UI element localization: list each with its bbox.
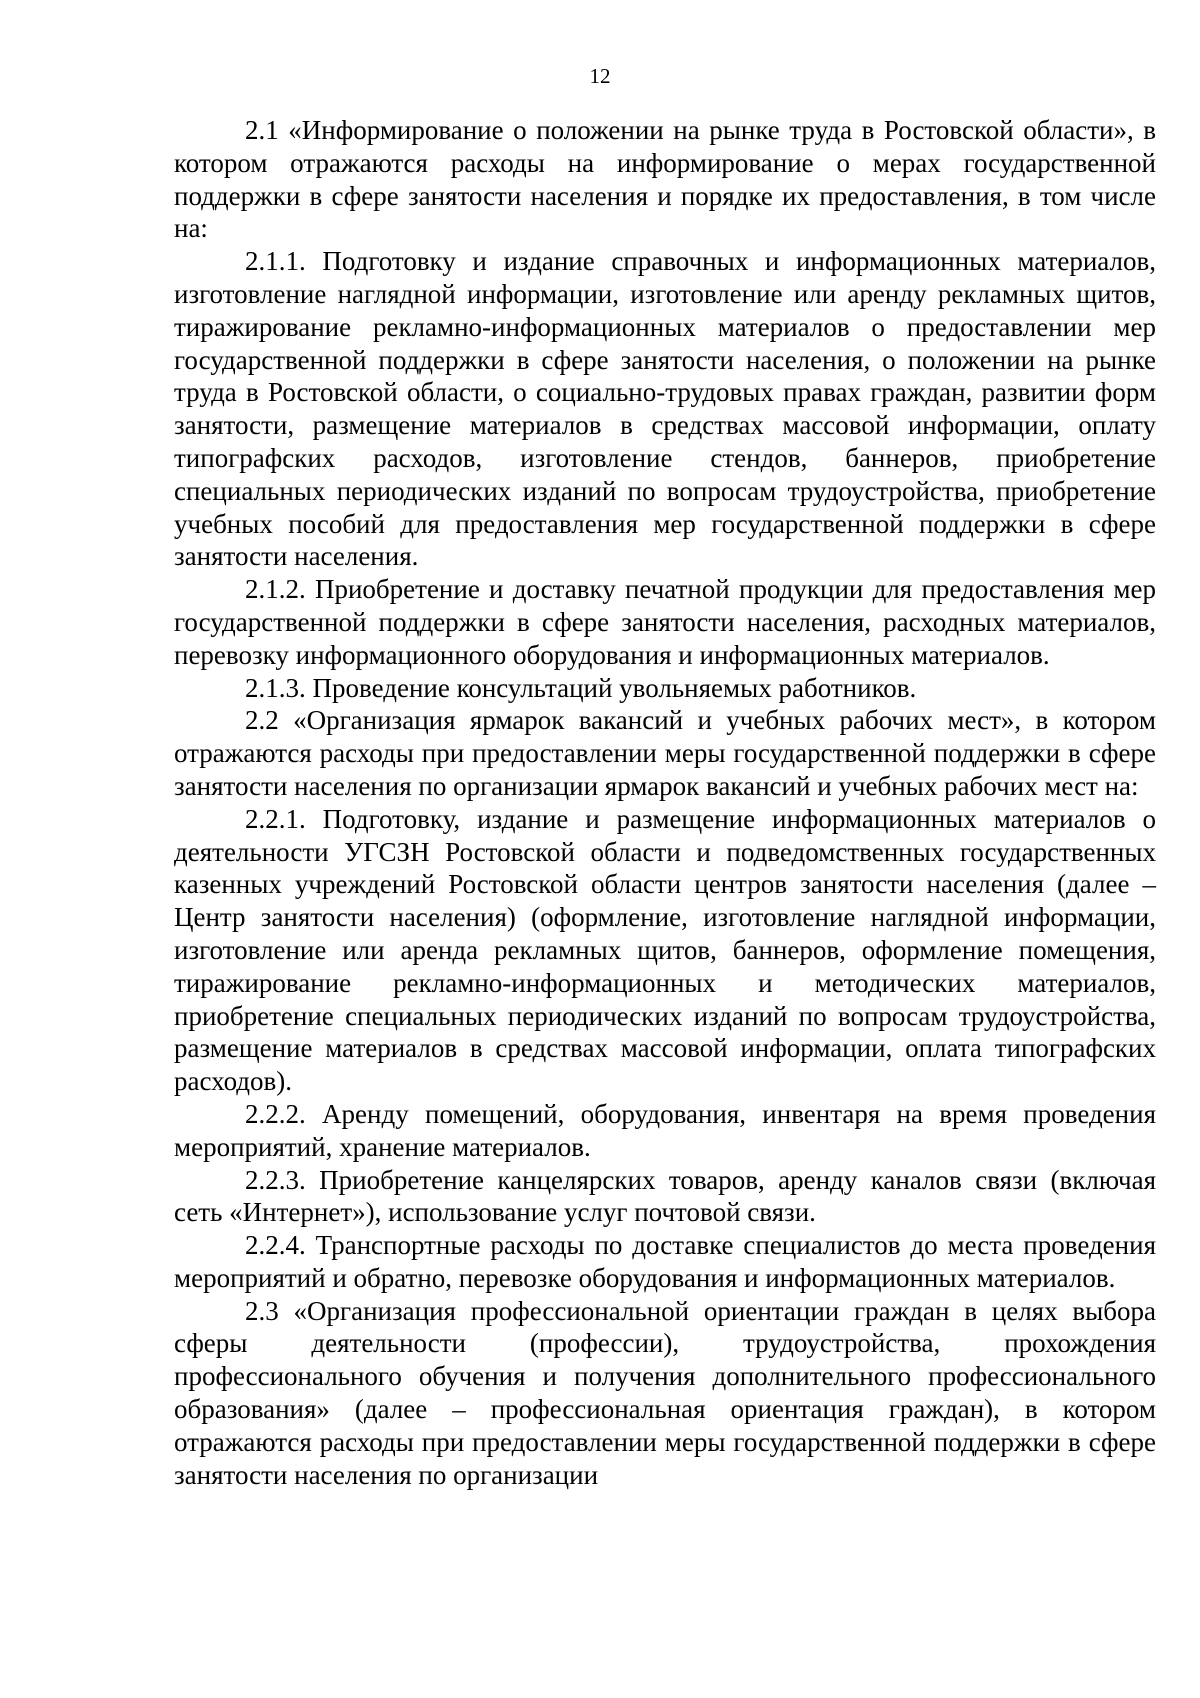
paragraph-2-3: 2.3 «Организация профессиональной ориентации граждан в целях выбора сферы деятельности (профессии), трудоустройства, прохождения профессионального обучения и получения дополнительного профессионального образования» (далее – профессиональная ориентация граждан), в котором отражаются расходы при предоставлении меры государственной поддержки в сфере занятости населения по организации: [174, 1295, 1156, 1490]
paragraph-2-1-2: 2.1.2. Приобретение и доставку печатной продукции для предоставления мер государственной поддержки в сфере занятости населения, расходных материалов, перевозку информационного оборудования и информационных материалов.: [174, 574, 1156, 670]
paragraph-2-2-1: 2.2.1. Подготовку, издание и размещение информационных материалов о деятельности УГСЗН Ростовской области и подведомственных государственных казенных учреждений Ростовской области центров занятости населения (далее – Центр занятости населения) (оформление, изготовление наглядной информации, изготовление или аренда рекламных щитов, баннеров, оформление помещения, тиражирование рекламно-информационных и методических материалов, приобретение специальных периодических изданий по вопросам трудоустройства, размещение материалов в средствах массовой информации, оплата типографских расходов).: [174, 803, 1156, 1097]
paragraph-2-2: 2.2 «Организация ярмарок вакансий и учебных рабочих мест», в котором отражаются расходы при предоставлении меры государственной поддержки в сфере занятости населения по организации ярмарок вакансий и учебных рабочих мест на:: [174, 705, 1156, 801]
paragraph-2-2-3: 2.2.3. Приобретение канцелярских товаров, аренду каналов связи (включая сеть «Интернет»), использование услуг почтовой связи.: [174, 1164, 1156, 1228]
paragraph-2-1-1: 2.1.1. Подготовку и издание справочных и информационных материалов, изготовление наглядной информации, изготовление или аренду рекламных щитов, тиражирование рекламно-информационных материалов о предоставлении мер государственной поддержки в сфере занятости населения, о положении на рынке труда в Ростовской области, о социально-трудовых правах граждан, развитии форм занятости, размещение материалов в средствах массовой информации, оплату типографских расходов, изготовление стендов, баннеров, приобретение специальных периодических изданий по вопросам трудоустройства, приобретение учебных пособий для предоставления мер государственной поддержки в сфере занятости населения.: [174, 246, 1156, 572]
paragraph-2-1-3: 2.1.3. Проведение консультаций увольняемых работников.: [245, 672, 917, 703]
page-number: 12: [589, 64, 611, 88]
paragraph-2-2-4: 2.2.4. Транспортные расходы по доставке специалистов до места проведения мероприятий и обратно, перевозке оборудования и информационных материалов.: [174, 1230, 1156, 1293]
document-body: [174, 114, 1156, 1491]
paragraph-2-2-2: 2.2.2. Аренду помещений, оборудования, инвентаря на время проведения мероприятий, хранение материалов.: [174, 1098, 1156, 1162]
paragraph-2-1: 2.1 «Информирование о положении на рынке труда в Ростовской области», в котором отражаются расходы на информирование о мерах государственной поддержки в сфере занятости населения и порядке их предоставления, в том числе на:: [174, 115, 1156, 244]
